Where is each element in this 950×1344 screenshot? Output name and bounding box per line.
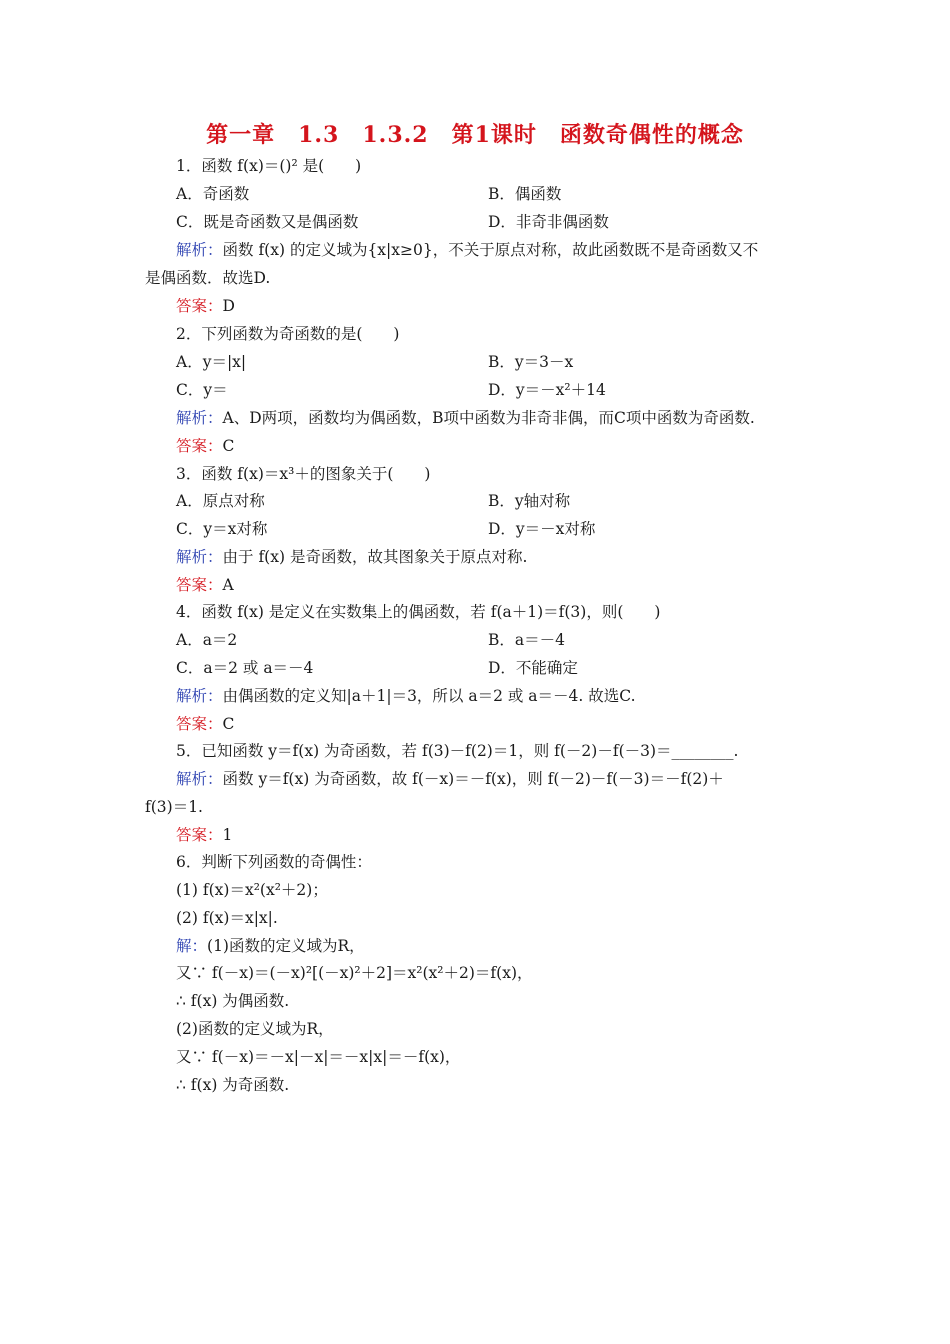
- q5-analysis-line2: f(3)＝1.: [145, 798, 203, 816]
- q1-option-d: D．非奇非偶函数: [488, 213, 609, 231]
- page-title: 第一章 1.3 1.3.2 第1课时 函数奇偶性的概念: [206, 122, 744, 148]
- q4-option-b: B．a＝－4: [488, 631, 565, 649]
- q2-option-d: D．y＝－x²＋14: [488, 381, 606, 399]
- solution-label: 解：: [176, 937, 208, 955]
- q2-option-c: C．y＝: [176, 381, 228, 399]
- q6-part2: (2) f(x)＝x|x|.: [176, 909, 278, 927]
- q3-answer: 答案：A: [176, 576, 234, 594]
- analysis-label: 解析：: [176, 770, 223, 788]
- q1-analysis-line1: 解析：函数 f(x) 的定义域为{x|x≥0}，不关于原点对称，故此函数既不是奇函数又不: [176, 241, 759, 259]
- q4-answer: 答案：C: [176, 715, 235, 733]
- q3-option-a: A．原点对称: [176, 492, 265, 510]
- q6-solution-line3: ∴ f(x) 为偶函数.: [176, 992, 290, 1010]
- answer-label: 答案：: [176, 715, 223, 733]
- q4-option-a: A．a＝2: [176, 631, 238, 649]
- q5-answer: 答案：1: [176, 826, 233, 844]
- q6-solution-line2: 又∵ f(－x)＝(－x)²[(－x)²＋2]＝x²(x²＋2)＝f(x)，: [176, 964, 533, 982]
- q1-option-a: A．奇函数: [176, 185, 250, 203]
- q6-solution-line4: (2)函数的定义域为R，: [176, 1020, 334, 1038]
- q4-option-c: C．a＝2 或 a＝－4: [176, 659, 314, 677]
- q4-option-d: D．不能确定: [488, 659, 578, 677]
- q1-stem: 1．函数 f(x)＝()² 是( ): [176, 157, 362, 175]
- q2-stem: 2．下列函数为奇函数的是( ): [176, 325, 400, 343]
- analysis-label: 解析：: [176, 687, 223, 705]
- q5-analysis-line1: 解析：函数 y＝f(x) 为奇函数，故 f(－x)＝－f(x)，则 f(－2)－f(－3)＝－f(2)＋: [176, 770, 724, 788]
- q1-option-b: B．偶函数: [488, 185, 562, 203]
- q3-stem: 3．函数 f(x)＝x³＋的图象关于( ): [176, 465, 431, 483]
- q2-answer: 答案：C: [176, 437, 235, 455]
- q2-analysis: 解析：A、D两项，函数均为偶函数，B项中函数为非奇非偶，而C项中函数为奇函数.: [176, 409, 755, 427]
- q5-stem: 5．已知函数 y＝f(x) 为奇函数，若 f(3)－f(2)＝1，则 f(－2)－f(－3)＝________.: [176, 742, 739, 760]
- q3-option-b: B．y轴对称: [488, 492, 571, 510]
- q4-stem: 4．函数 f(x) 是定义在实数集上的偶函数，若 f(a＋1)＝f(3)，则( ): [176, 603, 661, 621]
- q1-option-c: C．既是奇函数又是偶函数: [176, 213, 359, 231]
- q2-option-a: A．y＝|x|: [176, 353, 247, 371]
- q3-option-c: C．y＝x对称: [176, 520, 268, 538]
- answer-label: 答案：: [176, 437, 223, 455]
- answer-label: 答案：: [176, 576, 223, 594]
- q4-analysis: 解析：由偶函数的定义知|a＋1|＝3，所以 a＝2 或 a＝－4. 故选C.: [176, 687, 636, 705]
- q3-analysis: 解析：由于 f(x) 是奇函数，故其图象关于原点对称.: [176, 548, 528, 566]
- q3-option-d: D．y＝－x对称: [488, 520, 596, 538]
- q6-solution-line1: 解：(1)函数的定义域为R，: [176, 937, 365, 955]
- q1-answer: 答案：D: [176, 297, 235, 315]
- answer-label: 答案：: [176, 297, 223, 315]
- q6-solution-line5: 又∵ f(－x)＝－x|－x|＝－x|x|＝－f(x)，: [176, 1048, 461, 1066]
- answer-label: 答案：: [176, 826, 223, 844]
- q6-part1: (1) f(x)＝x²(x²＋2)；: [176, 881, 328, 899]
- q6-solution-line6: ∴ f(x) 为奇函数.: [176, 1076, 290, 1094]
- q6-stem: 6．判断下列函数的奇偶性：: [176, 853, 372, 871]
- analysis-label: 解析：: [176, 548, 223, 566]
- q2-option-b: B．y＝3－x: [488, 353, 574, 371]
- q1-analysis-line2: 是偶函数．故选D.: [145, 269, 271, 287]
- analysis-label: 解析：: [176, 241, 223, 259]
- analysis-label: 解析：: [176, 409, 223, 427]
